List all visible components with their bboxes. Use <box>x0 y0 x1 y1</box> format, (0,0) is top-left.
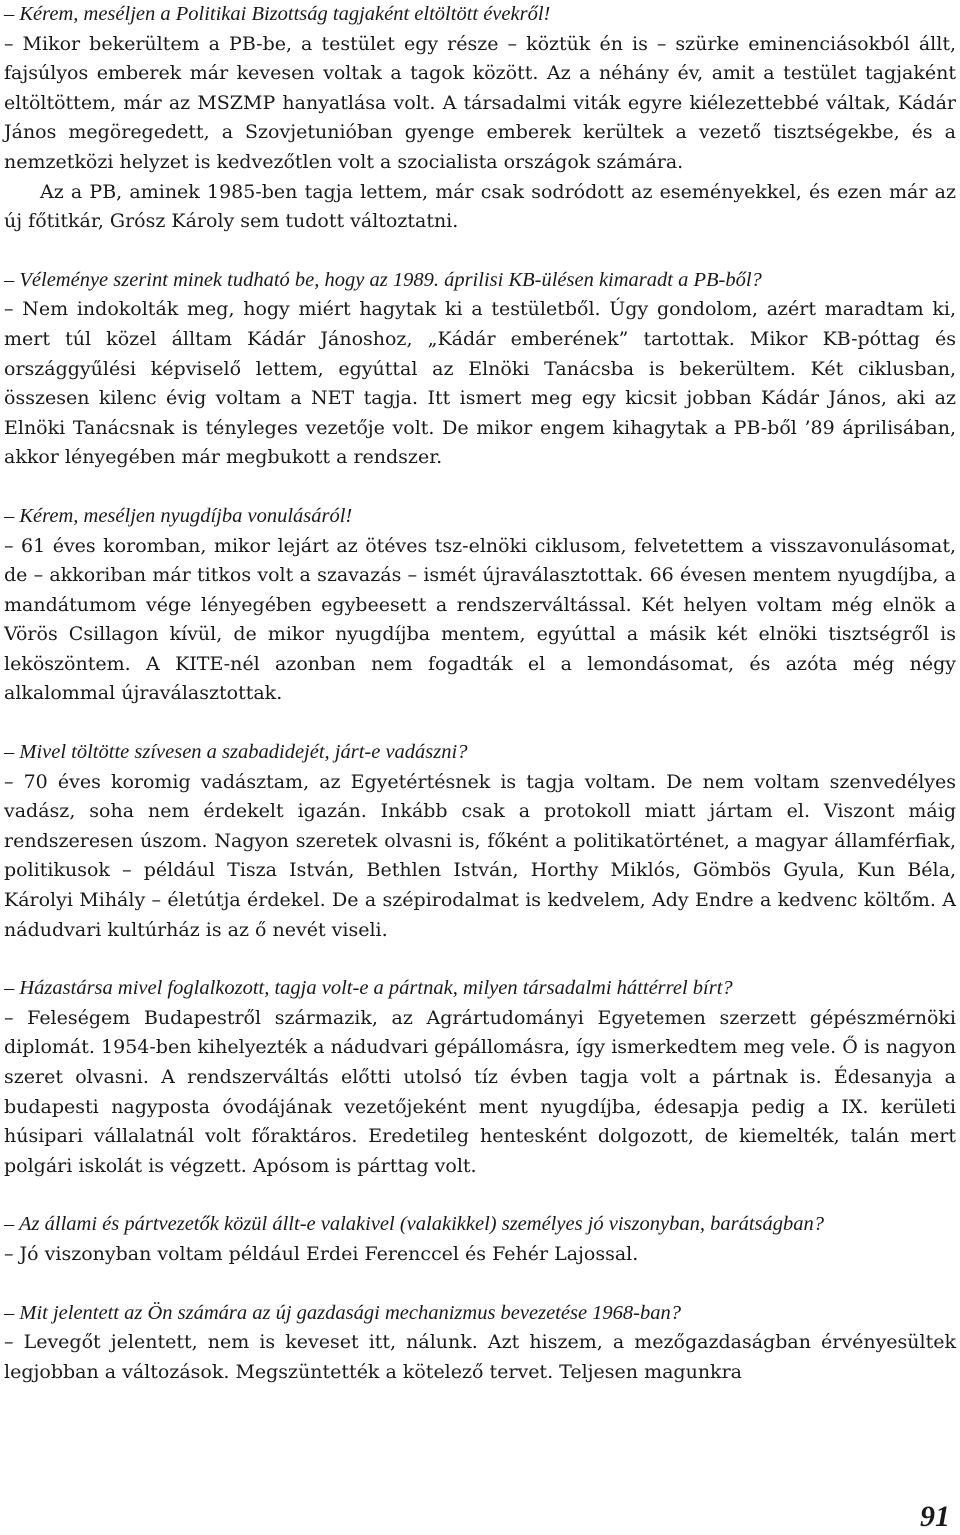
spacer <box>4 473 956 502</box>
answer-paragraph: Az a PB, aminek 1985-ben tagja lettem, már csak sodródott az eseményekkel, és ezen már az új főtitkár, Grósz Károly sem tudott változtatni. <box>4 180 956 233</box>
spacer <box>4 237 956 266</box>
interview-block <box>4 1299 956 1388</box>
interview-question: – Az állami és pártvezetők közül állt-e valakivel (valakikkel) személyes jó viszonyban, barátságban? <box>4 1213 824 1236</box>
interview-block <box>4 738 956 945</box>
interview-block <box>4 1210 956 1269</box>
interview-block <box>4 974 956 1181</box>
interview-block <box>4 502 956 709</box>
answer-paragraph: – 70 éves koromig vadásztam, az Egyetértésnek is tagja voltam. De nem voltam szenvedélyes vadász, soha nem érdekelt igazán. Inkább csak a protokoll miatt jártam el. Viszont máig rendszeresen úszom. Nagyon szeretek olvasni is, főként a politikatörténet, a magyar államférfiak, politikusok – például Tisza István, Bethlen István, Horthy Miklós, Gömbös Gyula, Kun Béla, Károlyi Mihály – életútja érdekel. De a szépirodalmat is kedvelem, Ady Endre a kedvenc költőm. A nádudvari kultúrház is az ő nevét viseli. <box>4 770 956 941</box>
answer-paragraph: – Nem indokolták meg, hogy miért hagytak ki a testületből. Úgy gondolom, azért maradtam ki, mert túl közel álltam Kádár Jánoshoz, „Kádár emberének” tartottak. Mikor KB-póttag és országgyűlési képviselő lettem, egyúttal az Elnöki Tanácsba is bekerültem. Két ciklusban, összesen kilenc évig voltam a NET tagja. Itt ismert meg egy kicsit jobban Kádár János, aki az Elnöki Tanácsnak is tényleges vezetője volt. De mikor engem kihagytak a PB-ből ’89 áprilisában, akkor lényegében már megbukott a rendszer. <box>4 298 956 469</box>
answer-paragraph: – Levegőt jelentett, nem is keveset itt, nálunk. Azt hiszem, a mezőgazdaságban érvényesültek legjobban a változások. Megszüntették a kötelező tervet. Teljesen magunkra <box>4 1331 956 1383</box>
interview-question: – Mivel töltötte szívesen a szabadidejét, járt-e vadászni? <box>4 741 468 764</box>
answer-paragraph: – 61 éves koromban, mikor lejárt az ötéves tsz-elnöki ciklusom, felvetettem a visszavonulásomat, de – akkoriban már titkos volt a szavazás – ismét újraválasztottak. 66 évesen mentem nyugdíjba, a mandátumom vége lényegében egybeesett a rendszerváltással. Két helyen voltam még elnök a Vörös Csillagon kívül, de mikor nyugdíjba mentem, egyúttal a másik két elnöki tisztségről is leköszöntem. A KITE-nél azonban nem fogadták el a lemondásomat, és azóta még négy alkalommal újraválasztottak. <box>4 534 956 705</box>
interview-block <box>4 266 956 473</box>
interview-question: – Kérem, meséljen nyugdíjba vonulásáról! <box>4 504 353 527</box>
interview-question: – Házastársa mivel foglalkozott, tagja volt-e a pártnak, milyen társadalmi háttérrel bírt? <box>4 977 733 1000</box>
answer-paragraph: – Jó viszonyban voltam például Erdei Ferenccel és Fehér Lajossal. <box>4 1242 639 1265</box>
spacer <box>4 945 956 974</box>
interview-question: – Kérem, meséljen a Politikai Bizottság tagjaként eltöltött évekről! <box>4 3 551 25</box>
answer-paragraph: – Mikor bekerültem a PB-be, a testület egy része – köztük én is – szürke eminenciásokból állt, fajsúlyos emberek már kevesen voltak a tagok között. Az a néhány év, amit a testület tagjaként eltöltöttem, már az MSZMP hanyatlása volt. A társadalmi viták egyre kiélezettebbé váltak, Kádár János megöregedett, a Szovjetunióban gyenge emberek kerültek a vezető tisztségekbe, és a nemzetközi helyzet is kedvezőtlen volt a szocialista országok számára. <box>4 32 956 173</box>
spacer <box>4 1181 956 1210</box>
document-page <box>4 0 956 1535</box>
interview-block <box>4 0 956 237</box>
page-number: 91 <box>920 1500 950 1533</box>
spacer <box>4 1270 956 1299</box>
answer-paragraph: – Feleségem Budapestről származik, az Agrártudományi Egyetemen szerzett gépészmérnöki diplomát. 1954-ben kihelyezték a nádudvari gépállomásra, így ismerkedtem meg vele. Ő is nagyon szeret olvasni. A rendszerváltás előtti utolsó tíz évben tagja volt a pártnak is. Édesanyja a budapesti nagyposta óvodájának vezetőjeként ment nyugdíjba, édesapja pedig a IX. kerületi húsipari vállalatnál volt főraktáros. Eredetileg hentesként dolgozott, de kiemelték, talán mert polgári iskolát is végzett. Apósom is párttag volt. <box>4 1006 956 1177</box>
interview-question: – Mit jelentett az Ön számára az új gazdasági mechanizmus bevezetése 1968-ban? <box>4 1301 681 1324</box>
spacer <box>4 709 956 738</box>
interview-question: – Véleménye szerint minek tudható be, hogy az 1989. áprilisi KB-ülésen kimaradt a PB-ből? <box>4 268 762 291</box>
